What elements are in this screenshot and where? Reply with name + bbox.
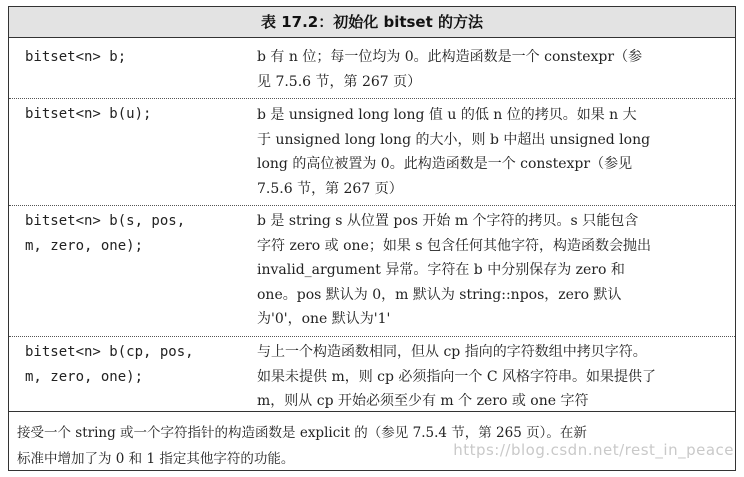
bitset-init-table bbox=[8, 6, 736, 471]
row-description: b 是 unsigned long long 值 u 的低 n 位的拷贝。如果 n 大 于 unsigned long long 的大小，则 b 中超出 unsigned long long 的高位被置为 0。此构造函数是一个 constexpr（参见 7.5.6 节，第 267 页） bbox=[257, 107, 651, 197]
table-title: 表 17.2：初始化 bitset 的方法 bbox=[9, 7, 735, 38]
row-code: bitset<n> b(s, pos, m, zero, one); bbox=[25, 213, 186, 254]
table-row bbox=[9, 337, 735, 411]
footer-note: 接受一个 string 或一个字符指针的构造函数是 explicit 的（参见 7.5.4 节，第 265 页）。在新 标准中增加了为 0 和 1 指定其他字符的功能。 bbox=[17, 425, 587, 467]
row-code: bitset<n> b(u); bbox=[25, 106, 152, 122]
table-row bbox=[9, 206, 735, 336]
row-code: bitset<n> b(cp, pos, m, zero, one); bbox=[25, 344, 194, 385]
row-description: 与上一个构造函数相同，但从 cp 指向的字符数组中拷贝字符。 如果未提供 m，则 cp 必须指向一个 C 风格字符串。如果提供了 m，则从 cp 开始必须至少有 m 个 zero 或 one 字符 bbox=[257, 344, 657, 409]
row-description: b 有 n 位；每一位均为 0。此构造函数是一个 constexpr（参 见 7.5.6 节，第 267 页） bbox=[257, 49, 643, 90]
table-row bbox=[9, 43, 735, 101]
row-description: b 是 string s 从位置 pos 开始 m 个字符的拷贝。s 只能包含 字符 zero 或 one；如果 s 包含任何其他字符，构造函数会抛出 invalid_argument 异常。字符在 b 中分别保存为 zero 和 one。pos 默认为 0，m 默认为 string::npos，zero 默认 为'0'，one 默认为'1' bbox=[257, 213, 651, 327]
watermark-url: https://blog.csdn.net/rest_in_peace bbox=[453, 441, 734, 459]
table-row bbox=[9, 100, 735, 206]
row-code: bitset<n> b; bbox=[25, 49, 127, 65]
row-divider bbox=[9, 98, 735, 99]
